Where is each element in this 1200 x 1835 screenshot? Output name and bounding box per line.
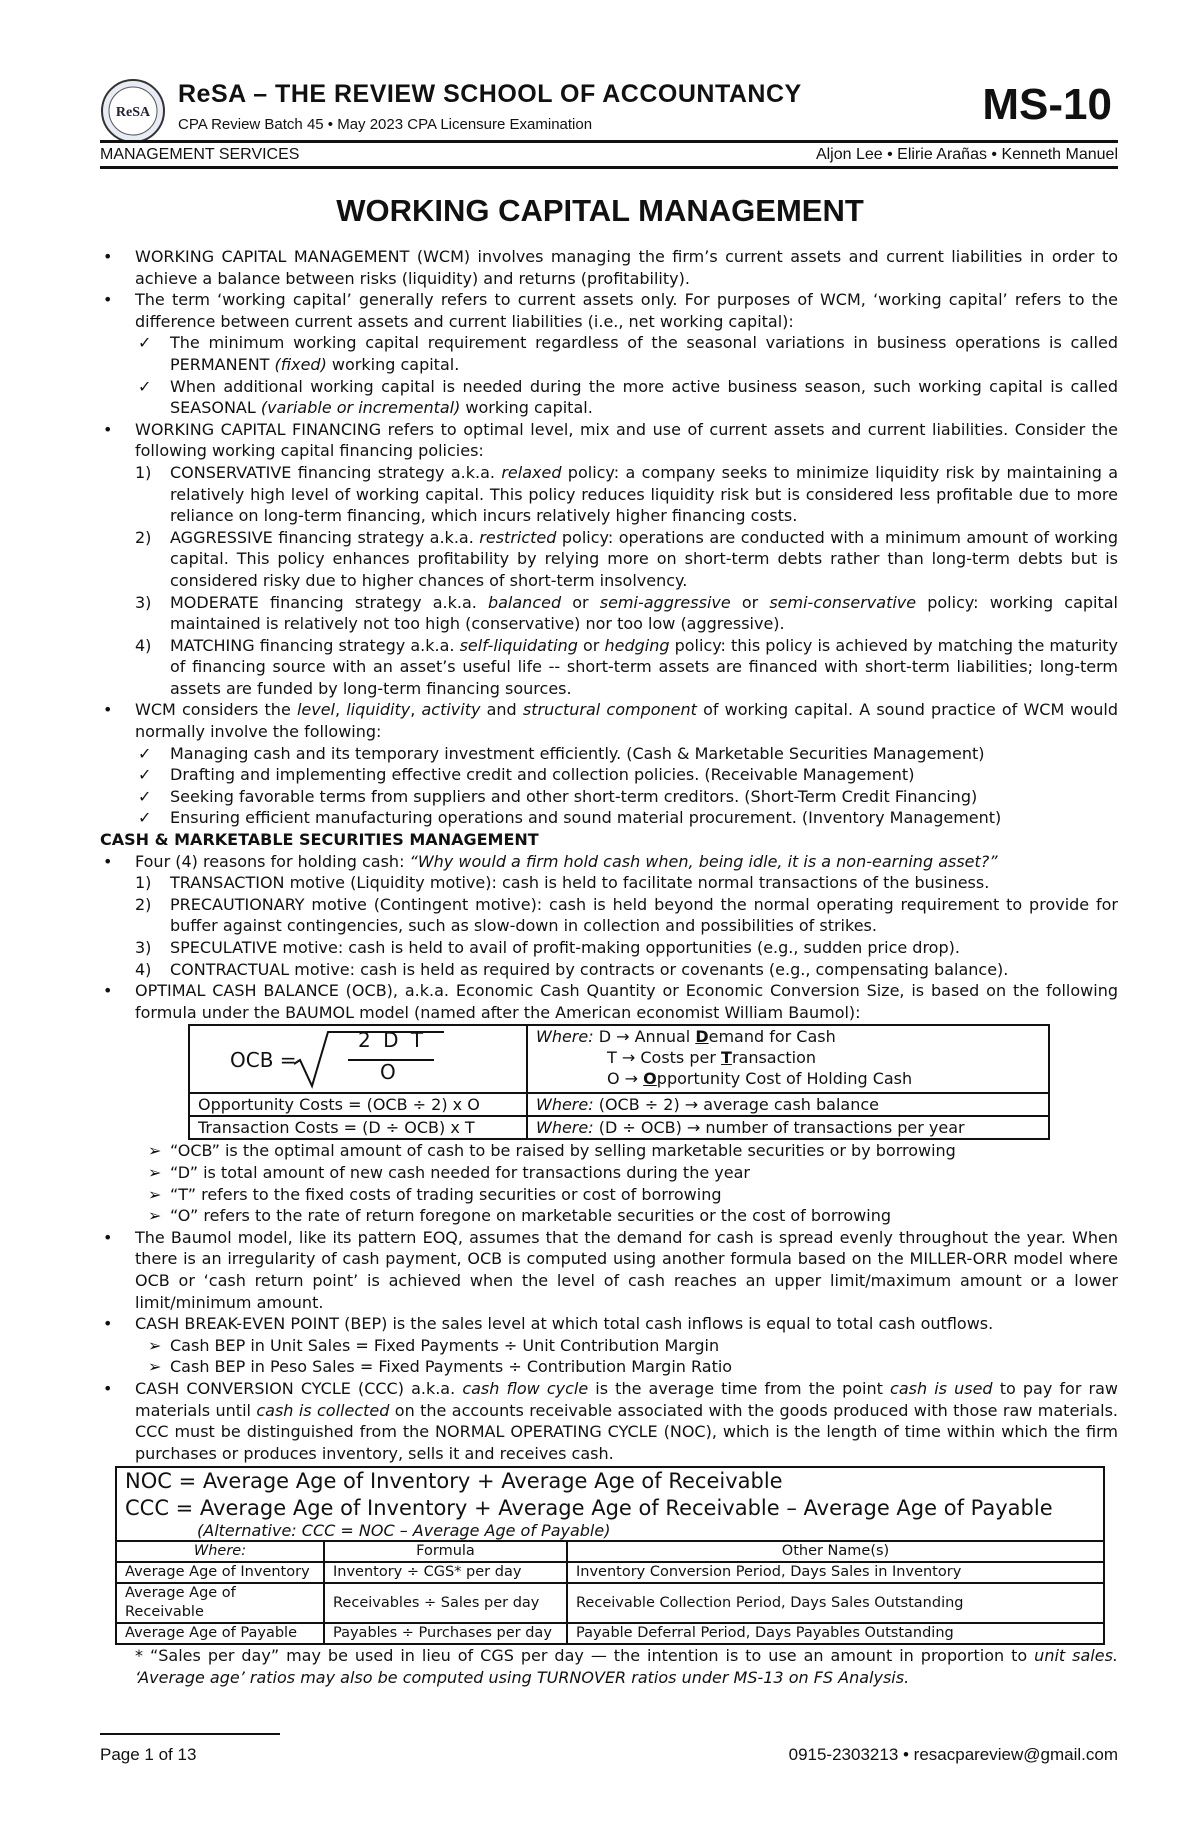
- table-cell: Receivable Collection Period, Days Sales Outstanding: [567, 1583, 1104, 1623]
- header-rule: [100, 140, 1118, 143]
- table-cell: Payable Deferral Period, Days Payables Outstanding: [567, 1623, 1104, 1644]
- policy-matching: 4) MATCHING financing strategy a.k.a. self-liquidating or hedging policy: this policy is achieved by matching the maturity of financing source with an asset’s useful life -- short-term assets are financed with short-term liabilities; long-term assets are funded by long-term financing sources.: [135, 635, 1119, 698]
- opportunity-costs-formula: Opportunity Costs = (OCB ÷ 2) x O: [189, 1093, 527, 1116]
- bullet-working-capital: • The term ‘working capital’ generally refers to current assets only. For purposes of WCM, ‘working capital’ refers to the difference between current assets and current liabilities (i.e., net working capital):: [100, 289, 1118, 332]
- policy-aggressive: 2) AGGRESSIVE financing strategy a.k.a. restricted policy: operations are conducted with a minimum amount of working capital. This policy enhances profitability by relying more on short-term debts rather than long-term debts but is considered risky due to higher chances of short-term insolvency.: [135, 527, 1118, 590]
- table-cell: Average Age of Inventory: [116, 1562, 324, 1583]
- module-code: MS-10: [982, 80, 1112, 129]
- motive-precautionary: 2) PRECAUTIONARY motive (Contingent motive): cash is held beyond the normal operating requirement to provide for buffer against contingencies, such as slow-down in collection and possibilities of strikes.: [135, 894, 1118, 936]
- table-cell: Payables ÷ Purchases per day: [324, 1623, 567, 1644]
- check-short-term-credit: ✓ Seeking favorable terms from suppliers and other short-term creditors. (Short-Term Credit Financing): [100, 786, 1118, 808]
- ocb-formula: [189, 1025, 527, 1093]
- arrow-d-def: ➢ “D” is total amount of new cash needed for transactions during the year: [100, 1162, 1118, 1184]
- motive-contractual: 4) CONTRACTUAL motive: cash is held as required by contracts or covenants (e.g., compensating balance).: [135, 959, 1009, 979]
- ocb-formula-table: [188, 1024, 1050, 1140]
- ocb-formula-denominator: O: [380, 1060, 396, 1085]
- table-header-row: [116, 1541, 1104, 1562]
- check-permanent: ✓ The minimum working capital requirement regardless of the seasonal variations in business operations is called PERMANENT (fixed) working capital.: [100, 332, 1118, 375]
- ocb-formula-numerator: 2 D T: [358, 1028, 427, 1053]
- svg-text:ReSA: ReSA: [115, 105, 151, 120]
- column-header: Where:: [116, 1541, 324, 1562]
- table-cell: Average Age of Payable: [116, 1623, 324, 1644]
- authors: Aljon Lee • Elirie Arañas • Kenneth Manuel: [815, 146, 1118, 163]
- table-cell: Average Age of Receivable: [116, 1583, 324, 1623]
- bullet-financing: • WORKING CAPITAL FINANCING refers to optimal level, mix and use of current assets and current liabilities. Consider the following working capital financing policies:: [100, 419, 1118, 462]
- arrow-o-def: ➢ “O” refers to the rate of return foregone on marketable securities or the cost of borrowing: [100, 1205, 1118, 1227]
- review-batch: CPA Review Batch 45 • May 2023 CPA Licensure Examination: [178, 116, 593, 133]
- bullet-reasons-holding-cash: • Four (4) reasons for holding cash: “Why would a firm hold cash when, being idle, it is a non-earning asset?”: [100, 851, 1118, 873]
- check-receivable-management: ✓ Drafting and implementing effective credit and collection policies. (Receivable Management): [100, 764, 1118, 786]
- policy-moderate: 3) MODERATE financing strategy a.k.a. balanced or semi-aggressive or semi-conservative policy: working capital maintained is relatively not too high (conservative) nor too low (aggressive).: [135, 592, 1119, 634]
- motive-speculative: 3) SPECULATIVE motive: cash is held to avail of profit-making opportunities (e.g., sudden price drop).: [135, 938, 960, 957]
- arrow-t-def: ➢ “T” refers to the fixed costs of trading securities or cost of borrowing: [100, 1184, 1118, 1206]
- page-number: Page 1 of 13: [100, 1745, 197, 1764]
- bullet-ocb: • OPTIMAL CASH BALANCE (OCB), a.k.a. Economic Cash Quantity or Economic Conversion Size, is based on the following formula under the BAUMOL model (named after the American economist William Baumol):: [100, 980, 1118, 1023]
- opportunity-costs-note: Where: (OCB ÷ 2) → average cash balance: [527, 1093, 1049, 1116]
- transaction-costs-formula: Transaction Costs = (D ÷ OCB) x T: [189, 1116, 527, 1139]
- transaction-costs-note: Where: (D ÷ OCB) → number of transactions per year: [527, 1116, 1049, 1139]
- document-body: [100, 246, 1118, 1688]
- section-heading-cash: CASH & MARKETABLE SECURITIES MANAGEMENT: [100, 830, 539, 850]
- noc-formula: NOC = Average Age of Inventory + Average Age of Receivable: [116, 1467, 1104, 1495]
- ocb-formula-lhs: OCB =: [230, 1048, 297, 1073]
- table-row: [116, 1562, 1104, 1583]
- policy-conservative: 1) CONSERVATIVE financing strategy a.k.a. relaxed policy: a company seeks to minimize liquidity risk by maintaining a relatively high level of working capital. This policy reduces liquidity risk but is considered less profitable due to more reliance on long-term financing, which incurs relatively higher financing costs.: [135, 462, 1119, 526]
- school-name: ReSA – THE REVIEW SCHOOL OF ACCOUNTANCY: [178, 80, 802, 108]
- footer-rule: [100, 1733, 280, 1735]
- ccc-formula: CCC = Average Age of Inventory + Average Age of Receivable – Average Age of Payable: [116, 1495, 1104, 1522]
- page-title: WORKING CAPITAL MANAGEMENT: [336, 193, 864, 228]
- subheader-rule: [100, 166, 1118, 169]
- bullet-wcm-definition: • WORKING CAPITAL MANAGEMENT (WCM) involves managing the firm’s current assets and current liabilities in order to achieve a balance between risks (liquidity) and returns (profitability).: [100, 246, 1118, 289]
- ccc-alternative: (Alternative: CCC = NOC – Average Age of Payable): [116, 1522, 1104, 1541]
- subject-name: MANAGEMENT SERVICES: [100, 146, 300, 163]
- table-cell: Inventory ÷ CGS* per day: [324, 1562, 567, 1583]
- arrow-bep-units: ➢ Cash BEP in Unit Sales = Fixed Payments ÷ Unit Contribution Margin: [100, 1335, 1118, 1357]
- resa-logo: [100, 78, 166, 144]
- bullet-baumol-miller-orr: • The Baumol model, like its pattern EOQ, assumes that the demand for cash is spread evenly throughout the year. When there is an irregularity of cash payment, OCB is computed using another formula based on the MILLER-ORR model where OCB or ‘cash return point’ is achieved when the level of cash reaches an upper limit/maximum amount or a lower limit/minimum amount.: [100, 1227, 1118, 1313]
- noc-ccc-table: [115, 1466, 1105, 1645]
- bullet-cash-bep: • CASH BREAK-EVEN POINT (BEP) is the sales level at which total cash inflows is equal to total cash outflows.: [100, 1313, 1118, 1335]
- ocb-variable-definitions: Where: D → Annual Demand for Cash T → Costs per Transaction O → Opportunity Cost of Holding Cash: [527, 1025, 1049, 1093]
- motive-transaction: 1) TRANSACTION motive (Liquidity motive): cash is held to facilitate normal transactions of the business.: [135, 873, 990, 893]
- check-inventory-management: ✓ Ensuring efficient manufacturing operations and sound material procurement. (Inventory Management): [100, 807, 1118, 829]
- arrow-bep-peso: ➢ Cash BEP in Peso Sales = Fixed Payments ÷ Contribution Margin Ratio: [100, 1356, 1118, 1378]
- bullet-ccc: • CASH CONVERSION CYCLE (CCC) a.k.a. cash flow cycle is the average time from the point cash is used to pay for raw materials until cash is collected on the accounts receivable associated with the goods produced with those raw materials. CCC must be distinguished from the NORMAL OPERATING CYCLE (NOC), which is the length of time within which the firm purchases or produces inventory, sells it and receives cash.: [100, 1378, 1118, 1464]
- arrow-ocb-def: ➢ “OCB” is the optimal amount of cash to be raised by selling marketable securities or by borrowing: [100, 1140, 1118, 1162]
- table-row: [116, 1583, 1104, 1623]
- column-header: Formula: [324, 1541, 567, 1562]
- check-cash-management: ✓ Managing cash and its temporary investment efficiently. (Cash & Marketable Securities Management): [100, 743, 1118, 765]
- contact-info: 0915-2303213 • resacpareview@gmail.com: [788, 1745, 1118, 1764]
- table-cell: Inventory Conversion Period, Days Sales in Inventory: [567, 1562, 1104, 1583]
- check-seasonal: ✓ When additional working capital is needed during the more active business season, such working capital is called SEASONAL (variable or incremental) working capital.: [100, 376, 1118, 419]
- footnote-sales-per-day: * “Sales per day” may be used in lieu of CGS per day — the intention is to use an amount in proportion to unit sales. ‘Average age’ ratios may also be computed using TURNOVER ratios under MS-13 on FS Analysis.: [135, 1646, 1119, 1687]
- table-cell: Receivables ÷ Sales per day: [324, 1583, 567, 1623]
- column-header: Other Name(s): [567, 1541, 1104, 1562]
- bullet-wcm-components: • WCM considers the level, liquidity, activity and structural component of working capital. A sound practice of WCM would normally involve the following:: [100, 699, 1118, 742]
- table-row: [116, 1623, 1104, 1644]
